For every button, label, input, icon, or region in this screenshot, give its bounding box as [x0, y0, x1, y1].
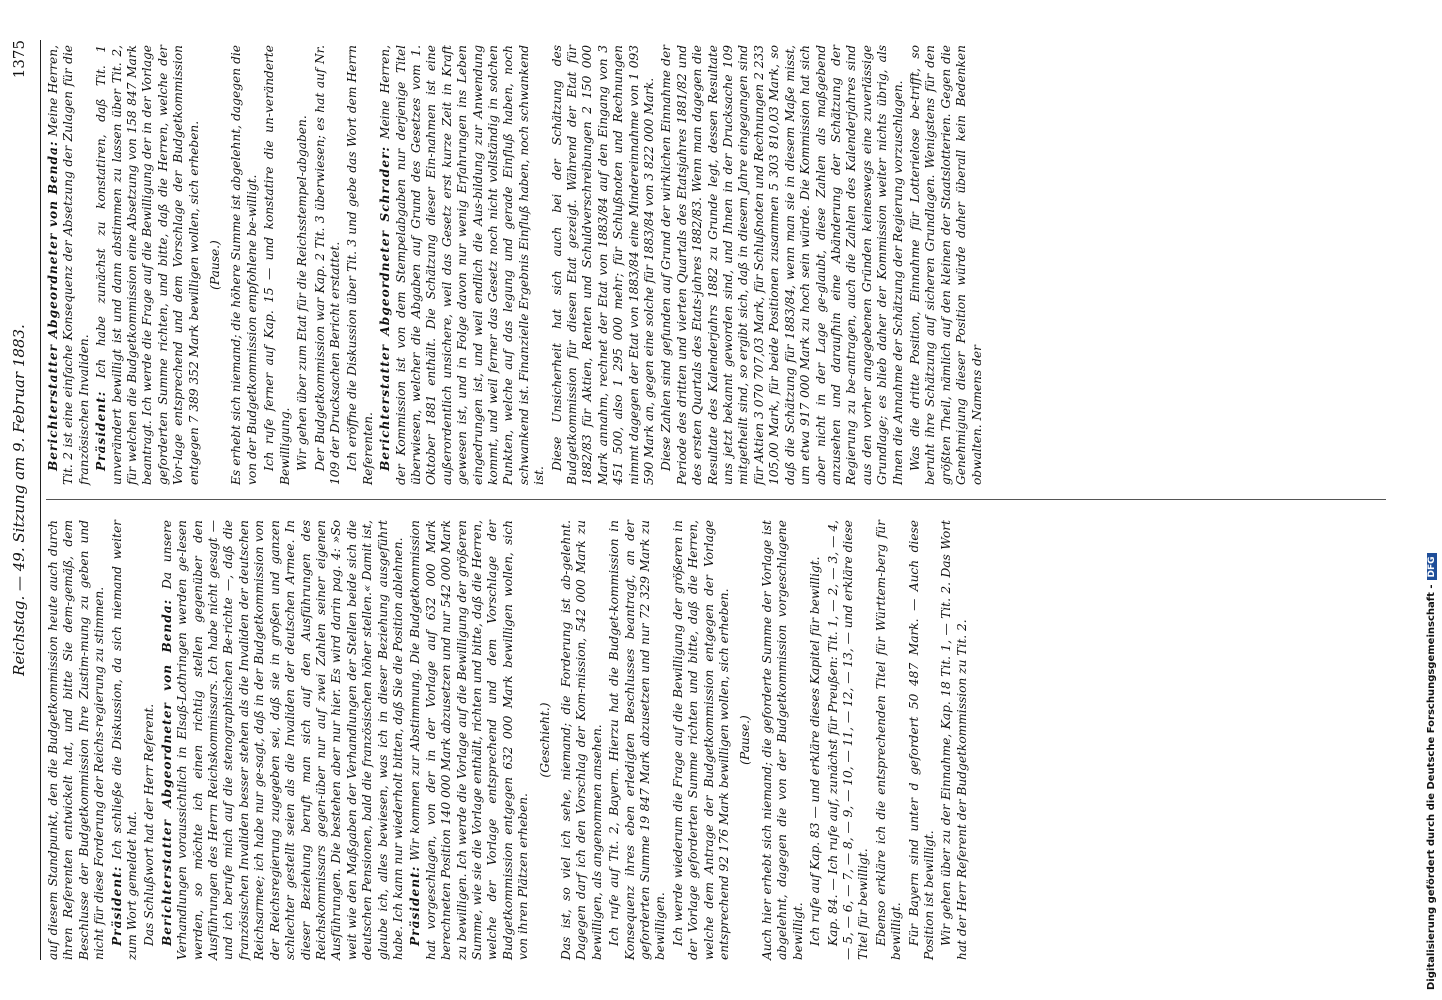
paragraph	[313, 45, 344, 485]
paragraph	[46, 45, 92, 485]
page-number: 1375	[10, 40, 28, 79]
paragraph-text: Ich rufe auf Tit. 2, Bayern. Hierzu hat die Budget-kommission in Konsequenz ihres eben erledigten Beschlusses beantragt, an der geforderten Summe 19 847 Mark abzusetzen und nur 72 329 Mark zu bewilligen.	[607, 520, 668, 960]
right-column	[46, 45, 1386, 485]
paragraph	[229, 45, 260, 485]
paragraph-text: auf diesem Standpunkt, den die Budgetkommission heute auch durch ihren Referenten entwickelt hat, und bitte Sie dem-gemäß, dem Beschlusse der Budgetkommission Ihre Zustim-mung zu geben und nicht für diese Forderung der Reichs-regierung zu stimmen.	[46, 520, 107, 960]
paragraph-text: Auch hier erhebt sich niemand; die geforderte Summe der Vorlage ist abgelehnt, dagegen die von der Budgetkommission vorgeschlagene bewilligt.	[759, 520, 805, 960]
paragraph	[738, 520, 753, 960]
paragraph	[208, 45, 223, 485]
header-rule	[40, 40, 41, 960]
paragraph-text: (Pause.)	[738, 715, 753, 765]
paragraph	[907, 520, 938, 960]
paragraph	[94, 45, 202, 485]
paragraph-text: Der Budgetkommission war Kap. 2 Tit. 3 überwiesen; es hat auf Nr. 109 der Drucksachen Bericht erstattet.	[312, 45, 342, 485]
paragraph-text: Kap. 84. — Ich rufe auf, zunächst für Preußen: Tit. 1, — 2, — 3, — 4, — 5, — 6, — 7, — 8, — 9, — 10, — 11, — 12, — 13, — und erkläre diese Titel für bewilligt.	[825, 520, 871, 960]
running-title: Reichstag. — 49. Sitzung am 9. Februar 1883.	[10, 324, 28, 676]
dfg-badge: DFG	[1427, 553, 1437, 580]
paragraph-text: Ich schließe die Diskussion, da sich niemand weiter zum Wort gemeldet hat.	[109, 520, 140, 960]
paragraph	[378, 45, 547, 485]
paragraph-text: Das Schlußwort hat der Herr Referent.	[142, 703, 157, 946]
paragraph	[160, 520, 407, 960]
paragraph-text: Wir kommen zur Abstimmung. Die Budgetkommission hat vorgeschlagen, von der in der Vorlage auf 632 000 Mark berechneten Position 140 000 Mark abzusetzen und nur 542 000 Mark zu bewilligen. Ich werde die Vorlage auf die Bewilligung der größeren Summe, wie sie die Vorlage enthält, richten und bitte, daß die Herren, welche der Vorlage entsprechend und dem Vorschlage der Budgetkommission entgegen 632 000 Mark bewilligen wollen, sich von ihren Plätzen erheben.	[408, 520, 531, 960]
paragraph-text: (Geschieht.)	[537, 702, 552, 778]
paragraph-text: Wir gehen über zum Etat für die Reichsstempel-abgaben.	[295, 115, 310, 471]
paragraph-text: Diese Zahlen sind gefunden auf Grund der wirklichen Einnahme der Periode des dritten und vierten Quartals des Etatsjahres 1881/82 und des ersten Quartals des Etats-jahres 1882/83. Wenn man dagegen die Resultate des Kalenderjahrs 1882 zu Grunde legt, dessen Resultate uns jetzt bekannt geworden sind, und Ihnen in der Drucksache 109 mitgetheilt sind, so ergibt sich, daß in diesem Jahre eingegangen sind für Aktien 3 070 707,03 Mark, für Schlußnoten und Rechnungen 2 233 105,00 Mark, für beide Positionen zusammen 5 303 810,03 Mark, so daß die Schätzung für 1883/84, wenn man sie in diesem Maße misst, um etwa 917 000 Mark zu hoch sein würde. Die Kommission hat sich aber nicht in der Lage ge-glaubt, diese Zahlen als maßgebend anzusehen und daraufhin eine Abänderung der Schätzung der Regierung zu be-antragen, auch die Zahlen des Kalenderjahres sind aus den vorher angegebenen Gründen keineswegs eine zuverlässige Grundlage; es blieb daher der Kommission weiter nichts übrig, als Ihnen die Annahme der Schätzung der Regierung vorzuschlagen.	[659, 45, 905, 485]
paragraph	[559, 520, 605, 960]
paragraph	[345, 45, 376, 485]
left-column	[46, 520, 1386, 960]
paragraph	[939, 520, 970, 960]
funding-notice	[1426, 0, 1442, 990]
funding-notice-text: Digitalisierung gefördert durch die Deutsche Forschungsgemeinschaft -	[1426, 584, 1437, 990]
paragraph	[262, 45, 293, 485]
paragraph-text: Ich rufe auf Kap. 83 — und erkläre dieses Kapitel für bewilligt.	[808, 556, 823, 946]
paragraph-text: Meine Herren, der Kommission ist von dem Stempelabgaben nur derjenige Titel überwiesen, welcher die Abgaben auf Grund des Gesetzes vom 1. Oktober 1881 enthält. Die Schätzung dieser Ein-nahmen ist eine außerordentlich unsichere, weil das Gesetz erst kurze Zeit in Kraft gewesen ist, und in Folge davon nur wenig Erfahrungen ins Leben eingedrungen ist, und weil endlich die Aus-bildung zur Anwendung kommt, und weil ferner das Gesetz noch nicht vollständig in solchen Punkten, welche auf das legung und gerade Einfluß haben, noch schwankend ist. Finanzielle Ergebnis Einfluß haben, noch schwankend ist.	[378, 44, 547, 485]
paragraph-text: Meine Herren, Tit. 2 ist eine einfache Konsequenz der Absetzung der Zulagen für die französischen Invaliden.	[46, 45, 91, 485]
paragraph	[295, 45, 310, 485]
side-notice	[1410, 0, 1437, 1000]
speaker-label: Berichterstatter Abgeordneter von Benda:	[46, 140, 60, 471]
paragraph-text: Da unsere Verhandlungen voraussichtlich in Elsaß-Lothringen werden ge-lesen werden, so möchte ich einen richtig stellen gegenüber den Ausführungen des Herrn Reichskommissars. Ich habe nicht gesagt — und ich berufe mich auf die stenographischen Be-richte —, daß die französischen Invaliden besser stehen als die Invaliden der deutschen Reichsarmee; ich habe nur ge-sagt, daß in der Budgetkommission von der Reichsregierung zugegeben sei, daß sie in großen und ganzen schlechter gestellt seien als die Invaliden der deutschen Armee. In dieser Beziehung beruft man sich auf den Ausführungen des Reichskommissars gegen-über nur auf zwei Zahlen seiner eigenen Ausführungen. Die bestehen aber nur hier. Es wird darin pag. 4: »So weit wie den Maßgaben der Verhandlungen der Stellen beide sich die deutschen Pensionen, bald die französischen höher stellen.« Damit ist, glaube ich, alles bewiesen, was ich in dieser Beziehung ausgeführt habe. Ich kann nur wiederholt bitten, daß Sie die Position ablehnen.	[159, 520, 405, 960]
paragraph	[408, 520, 531, 960]
paragraph	[874, 520, 905, 960]
speaker-label: Berichterstatter Abgeordneter von Benda:	[159, 598, 174, 946]
paragraph	[659, 45, 906, 485]
paragraph-text: Es erhebt sich niemand; die höhere Summe ist abgelehnt, dagegen die von der Budgetkommission empfohlene be-willigt.	[229, 45, 259, 485]
paragraph-text: Ich rufe ferner auf Kap. 15 — und konstatire die un-veränderte Bewilligung.	[262, 45, 292, 485]
speaker-label: Präsident:	[94, 390, 109, 471]
paragraph-text: Ich werde wiederum die Frage auf die Bewilligung der größeren in der Vorlage geforderten Summe richten und bitte, daß die Herren, welche dem Antrage der Budgetkommission entgegen der Vorlage entsprechend 92 176 Mark bewilligen wollen, sich erheben.	[670, 520, 732, 960]
paragraph	[908, 45, 985, 485]
paragraph-text: Ich habe zunächst zu konstatiren, daß Tit. 1 unverändert bewilligt ist und dann abstimmen zu lassen über Tit. 2, für welchen die Budgetkommission eine Absetzung von 158 847 Mark beantragt. Ich werde die Frage auf die Bewilligung der in der Vorlage geforderten Summe richten, und bitte, daß die Herren, welche der Vor-lage entsprechend und dem Vorschlage der Budgetkommission entgegen 7 389 352 Mark bewilligen wollen, sich erheben.	[94, 45, 201, 485]
paragraph-text: Für Bayern sind unter d gefordert 50 487 Mark. — Auch diese Position ist bewilligt.	[906, 520, 936, 960]
paragraph	[607, 520, 669, 960]
paragraph	[538, 520, 553, 960]
paragraph	[671, 520, 733, 960]
paragraph-text: Ich eröffne die Diskussion über Tit. 3 und gebe das Wort dem Herrn Referenten.	[345, 45, 375, 485]
paragraph-text: Ebenso erkläre ich die entsprechenden Titel für Württem-berg für bewilligt.	[873, 520, 904, 960]
paragraph	[826, 520, 872, 960]
speaker-label: Präsident:	[408, 865, 423, 946]
paragraph-text: Was die dritte Position, Einnahme für Lotterielose be-trifft, so beruht ihre Schätzung auf sicheren Grundlagen. Wenigstens für den größten Theil, nämlich auf den kleinen der Staatslotterien. Gegen die Genehmigung dieser Position würde daher überall kein Bedenken obwalten. Namens der	[907, 45, 984, 485]
paragraph	[142, 520, 157, 960]
paragraph	[550, 45, 658, 485]
paragraph-text: (Pause.)	[208, 240, 223, 290]
paragraph-text: Das ist, so viel ich sehe, niemand; die Forderung ist ab-gelehnt. Dagegen darf ich den Vorschlag der Kom-mission, 542 000 Mark zu bewilligen, als angenommen ansehen.	[559, 520, 604, 960]
speaker-label: Präsident:	[109, 865, 124, 946]
paragraph-text: Wir gehen über zu der Einnahme, Kap. 18 Tit. 1, — Tit. 2. Das Wort hat der Herr Referent der Budgetkommission zu Tit. 2.	[939, 520, 969, 960]
paragraph	[46, 520, 108, 960]
paragraph	[808, 520, 823, 960]
column-divider	[46, 499, 1386, 500]
paragraph-text: Diese Unsicherheit hat sich auch bei der Schätzung des Budgetkommission für diesen Etat gezeigt. Während der Etat für 1882/83 für Aktien, Renten und Schuldverschreibungen 2 150 000 Mark annahm, rechnet der Etat von 1883/84 auf den Eingang von 3 451 500, also 1 295 000 mehr; für Schlußnoten und Rechnungen nimmt dagegen der Etat von 1883/84 eine Mindereinnahme von 1 093 590 Mark an, gegen eine solche für 1883/84 von 3 822 000 Mark.	[549, 45, 657, 485]
paragraph	[110, 520, 141, 960]
paragraph	[760, 520, 806, 960]
page-header	[6, 40, 40, 960]
speaker-label: Berichterstatter Abgeordneter Schrader:	[378, 145, 393, 471]
